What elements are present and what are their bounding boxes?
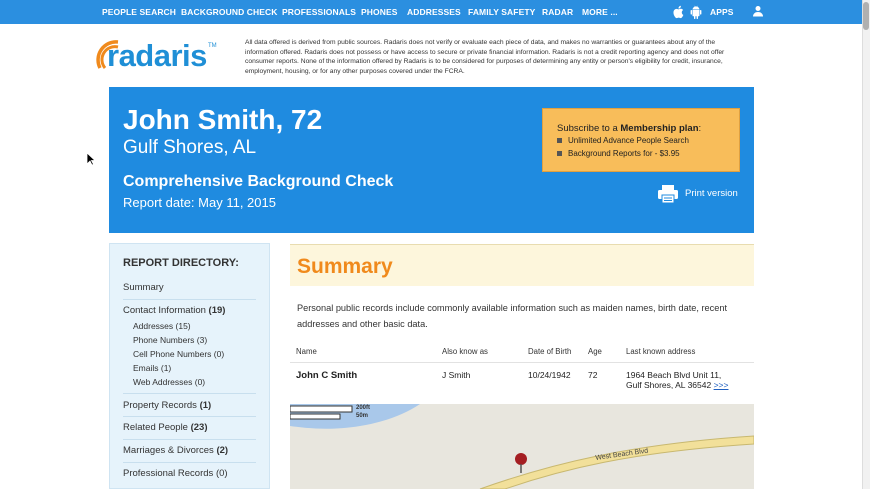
- report-title: Comprehensive Background Check: [123, 173, 394, 190]
- directory-professional-records-link[interactable]: Professional Records (0): [123, 468, 228, 479]
- report-directory-sidebar: [109, 243, 270, 489]
- apple-icon[interactable]: [671, 5, 685, 19]
- table-divider: [290, 362, 754, 363]
- directory-contact-information-link[interactable]: Contact Information (19): [123, 305, 226, 316]
- nav-professionals[interactable]: PROFESSIONALS: [282, 7, 357, 17]
- nav-radar[interactable]: RADAR: [542, 7, 574, 17]
- record-dob: 10/24/1942: [528, 370, 571, 380]
- directory-web-addresses-link[interactable]: Web Addresses (0): [133, 377, 206, 387]
- column-header-age: Age: [588, 347, 602, 356]
- logo-trademark: TM: [208, 43, 217, 49]
- bullet-icon: [557, 151, 562, 156]
- directory-emails-link[interactable]: Emails (1): [133, 363, 172, 373]
- divider: [123, 439, 256, 440]
- directory-title: REPORT DIRECTORY:: [123, 257, 239, 269]
- bullet-icon: [557, 138, 562, 143]
- summary-title: Summary: [297, 255, 393, 278]
- record-address-line2: Gulf Shores, AL 36542 >>>: [626, 380, 729, 390]
- nav-addresses[interactable]: ADDRESSES: [407, 7, 461, 17]
- divider: [123, 393, 256, 394]
- printer-icon: [657, 184, 679, 204]
- column-header-last-known-address: Last known address: [626, 347, 696, 356]
- top-navigation-bar: [0, 0, 862, 24]
- report-date: Report date: May 11, 2015: [123, 195, 276, 210]
- nav-people-search[interactable]: PEOPLE SEARCH: [102, 7, 177, 17]
- directory-summary-link[interactable]: Summary: [123, 282, 164, 293]
- divider: [123, 462, 256, 463]
- membership-promo-box[interactable]: [542, 108, 740, 172]
- user-icon[interactable]: [751, 5, 765, 19]
- directory-marriages-divorces-link[interactable]: Marriages & Divorces (2): [123, 445, 229, 456]
- map-marker-icon[interactable]: [514, 452, 528, 474]
- promo-item: Background Reports for - $3.95: [557, 149, 680, 158]
- legal-disclaimer: All data offered is derived from public sources. Radaris does not verify or evaluate each piece of data, and makes no warranties or guarantees about any of the information offered. Radaris does not possess or have access to secure or private financial information. Radaris is not a credit reporting agency and does not offer consumer reports. None of the information offered by Radaris is to be considered for purposes of determining any entity or person's eligibility for credit, insurance, employment, housing, or for any other purposes covered under the FCRA.: [245, 39, 725, 75]
- column-header-date-of-birth: Date of Birth: [528, 347, 572, 356]
- promo-heading: Subscribe to a Membership plan:: [557, 123, 702, 134]
- directory-related-people-link[interactable]: Related People (23): [123, 422, 208, 433]
- person-location: Gulf Shores, AL: [123, 137, 257, 158]
- mouse-cursor-icon: [86, 152, 96, 166]
- location-map[interactable]: [290, 404, 754, 489]
- print-version-label[interactable]: Print version: [685, 188, 738, 199]
- scrollbar-track[interactable]: [862, 0, 870, 489]
- map-scale-meters: 50m: [356, 413, 369, 419]
- map-scale-feet: 200ft: [356, 405, 371, 411]
- directory-phone-numbers-link[interactable]: Phone Numbers (3): [133, 335, 208, 345]
- column-header-name: Name: [296, 347, 317, 356]
- nav-background-check[interactable]: BACKGROUND CHECK: [181, 7, 278, 17]
- directory-property-records-link[interactable]: Property Records (1): [123, 400, 212, 411]
- divider: [123, 299, 256, 300]
- column-header-also-known-as: Also know as: [442, 347, 488, 356]
- road-label: West Beach Blvd: [595, 447, 649, 462]
- divider: [123, 416, 256, 417]
- summary-description: Personal public records include commonly available information such as maiden names, birth date, recent addresses and other basic data.: [297, 303, 727, 329]
- nav-apps[interactable]: APPS: [710, 7, 734, 17]
- directory-cell-phone-numbers-link[interactable]: Cell Phone Numbers (0): [133, 349, 225, 359]
- record-name: John C Smith: [296, 370, 358, 381]
- record-aka: J Smith: [442, 370, 471, 380]
- record-address-line1: 1964 Beach Blvd Unit 11,: [626, 370, 722, 380]
- promo-item: Unlimited Advance People Search: [557, 136, 689, 145]
- scrollbar-thumb[interactable]: [863, 2, 869, 30]
- nav-more[interactable]: MORE ...: [582, 7, 618, 17]
- android-icon[interactable]: [689, 5, 703, 19]
- logo-wordmark[interactable]: radaris: [107, 38, 207, 73]
- nav-phones[interactable]: PHONES: [361, 7, 398, 17]
- directory-addresses-link[interactable]: Addresses (15): [133, 321, 191, 331]
- address-more-link[interactable]: >>>: [713, 380, 729, 390]
- nav-family-safety[interactable]: FAMILY SAFETY: [468, 7, 536, 17]
- person-name: John Smith, 72: [123, 104, 323, 135]
- record-age: 72: [588, 370, 598, 380]
